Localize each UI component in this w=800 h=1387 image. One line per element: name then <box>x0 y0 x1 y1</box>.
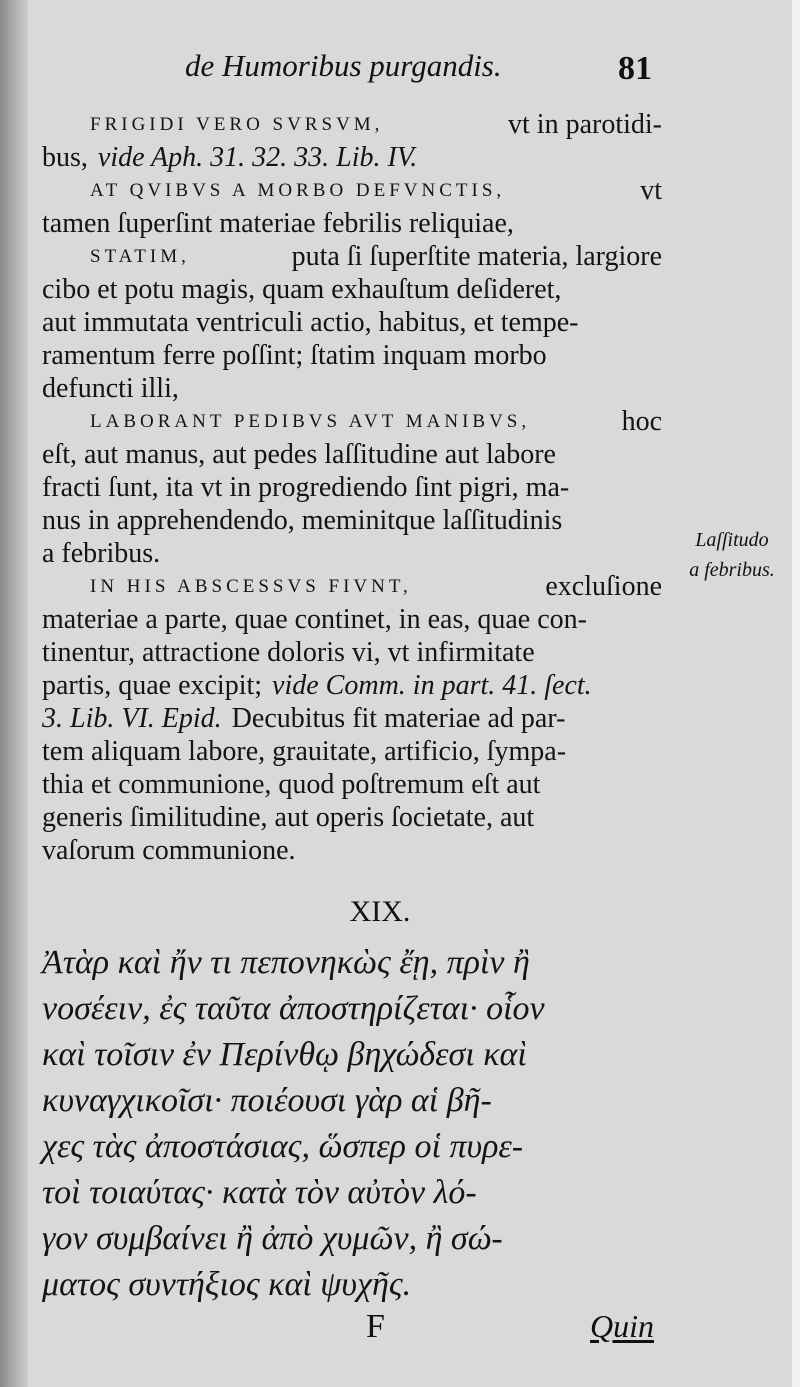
line-text: vt <box>640 175 662 206</box>
text-line <box>42 768 662 801</box>
text-line <box>42 735 662 768</box>
greek-line <box>42 1170 662 1216</box>
text-line <box>42 702 662 735</box>
line-text: partis, quae excipit; <box>42 670 263 701</box>
line-text: defuncti illi, <box>42 373 179 404</box>
text-line <box>42 603 662 636</box>
text-line <box>42 570 662 603</box>
text-line <box>42 405 662 438</box>
text-line <box>42 438 662 471</box>
text-line <box>42 669 662 702</box>
greek-line-text: χες τὰς ἀποστάσιας, ὥσπερ οἱ πυρε- <box>42 1128 524 1165</box>
line-text: generis ſimilitudine, aut operis ſocietate, aut <box>42 802 535 833</box>
marginal-note-line: a febribus. <box>689 559 775 581</box>
greek-line <box>42 1262 662 1308</box>
page-number: 81 <box>618 50 652 87</box>
text-line <box>42 372 662 405</box>
greek-line-text: καὶ τοῖσιν ἐν Περίνθῳ βηχώδεσι καὶ <box>42 1036 527 1073</box>
line-text: hoc <box>621 406 662 437</box>
marginal-note <box>672 525 792 585</box>
line-text: cibo et potu magis, quam exhauſtum deſideret, <box>42 274 562 305</box>
text-line <box>42 471 662 504</box>
citation: vide Comm. in part. 41. ſect. <box>272 670 592 701</box>
line-text: eſt, aut manus, aut pedes laſſitudine aut labore <box>42 439 556 470</box>
greek-line <box>42 940 662 986</box>
greek-line <box>42 1124 662 1170</box>
greek-line <box>42 1216 662 1262</box>
line-text: fracti ſunt, ita vt in progrediendo ſint pigri, ma- <box>42 472 570 503</box>
citation: 3. Lib. VI. Epid. <box>42 703 222 734</box>
line-text: vaſorum communione. <box>42 835 296 866</box>
line-text: excluſione <box>545 571 662 602</box>
text-line <box>42 504 662 537</box>
running-head: de Humoribus purgandis. <box>185 48 502 83</box>
line-text: vt in parotidi- <box>508 109 662 140</box>
greek-line <box>42 1032 662 1078</box>
greek-line-text: ματος συντήξιος καὶ ψυχῆς. <box>42 1266 412 1303</box>
line-text: tamen ſuperſint materiae febrilis reliquiae, <box>42 208 514 239</box>
lemma: AT QVIBVS A MORBO DEFVNCTIS, <box>90 180 506 201</box>
greek-line-text: τοὶ τοιαύτας· κατὰ τὸν αὐτὸν λό- <box>42 1174 477 1211</box>
greek-line <box>42 1078 662 1124</box>
lemma: IN HIS ABSCESSVS FIVNT, <box>90 576 412 597</box>
line-text: aut immutata ventriculi actio, habitus, et tempe- <box>42 307 579 338</box>
marginal-note-line: Laſſitudo <box>695 529 769 551</box>
line-text: nus in apprehendendo, meminitque laſſitudinis <box>42 505 563 536</box>
text-line <box>42 141 662 174</box>
greek-line-text: Ἀτὰρ καὶ ἤν τι πεπονηκὼς ἔῃ, πρὶν ἢ <box>42 944 530 981</box>
line-text: puta ſi ſuperſtite materia, largiore <box>291 241 662 272</box>
line-text: tinentur, attractione doloris vi, vt infirmitate <box>42 637 535 668</box>
lemma: FRIGIDI VERO SVRSVM, <box>90 114 384 135</box>
text-line <box>42 108 662 141</box>
text-line <box>42 537 662 570</box>
line-text: tem aliquam labore, grauitate, artificio, ſympa- <box>42 736 567 767</box>
catchword: Quin <box>590 1308 654 1344</box>
greek-line-text: κυναγχικοῖσι· ποιέουσι γὰρ αἱ βῆ- <box>42 1082 492 1119</box>
greek-text <box>42 940 662 1308</box>
text-line <box>42 240 662 273</box>
text-line <box>42 306 662 339</box>
text-line <box>42 834 662 867</box>
line-text: Decubitus fit materiae ad par- <box>231 703 566 734</box>
line-text: thia et communione, quod poſtremum eſt aut <box>42 769 541 800</box>
section-heading: XIX. <box>349 895 411 928</box>
line-text: a febribus. <box>42 538 161 569</box>
text-line <box>42 174 662 207</box>
text-line <box>42 207 662 240</box>
lemma: LABORANT PEDIBVS AVT MANIBVS, <box>90 411 531 432</box>
text-line <box>42 801 662 834</box>
citation: vide Aph. 31. 32. 33. Lib. IV. <box>97 142 418 173</box>
line-text: ramentum ferre poſſint; ſtatim inquam morbo <box>42 340 547 371</box>
greek-line-text: γον συμβαίνει ἢ ἀπὸ χυμῶν, ἢ σώ- <box>42 1220 503 1257</box>
text-line <box>42 273 662 306</box>
signature-mark: F <box>366 1308 385 1345</box>
lemma: STATIM, <box>90 246 190 267</box>
line-text: bus, <box>42 142 88 173</box>
text-line <box>42 339 662 372</box>
text-line <box>42 636 662 669</box>
commentary-text <box>42 108 662 867</box>
greek-line <box>42 986 662 1032</box>
line-text: materiae a parte, quae continet, in eas, quae con- <box>42 604 587 635</box>
greek-line-text: νοσέειν, ἐς ταῦτα ἀποστηρίζεται· οἷον <box>42 990 545 1027</box>
